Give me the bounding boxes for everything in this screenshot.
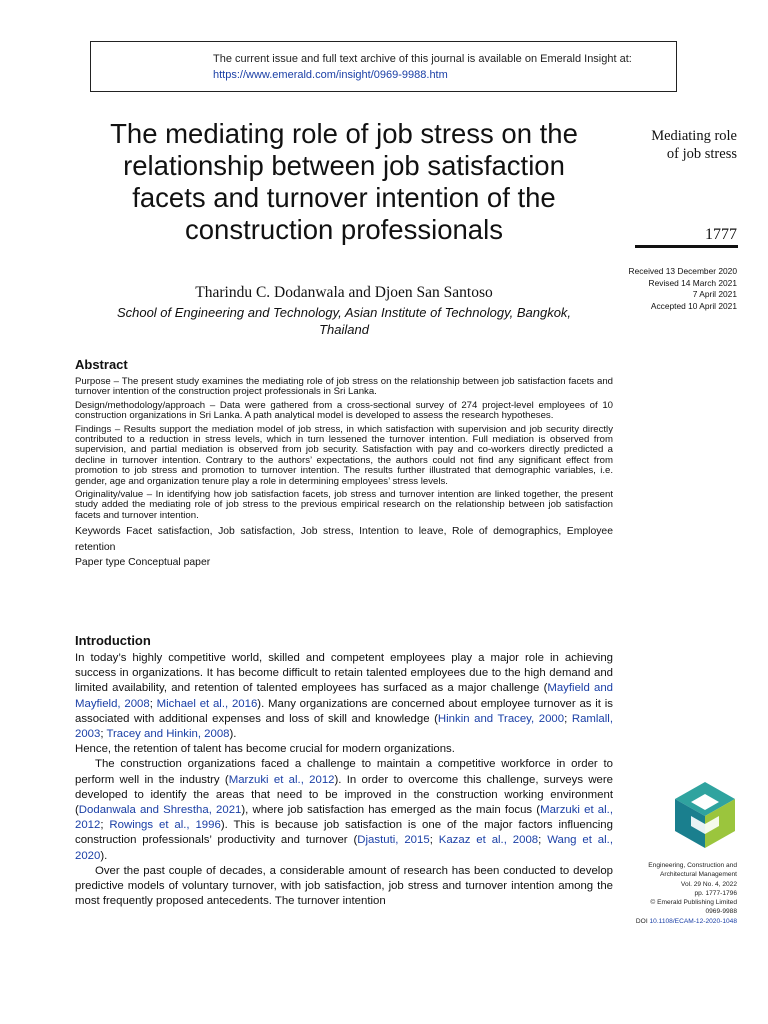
abstract-originality: Originality/value – In identifying how job satisfaction facets, job stress and turnover intention are linked together, the present study added the mediating role of job stress to the previous empirical research on the relationship between job satisfaction facets and turnover intention.: [75, 489, 614, 521]
introduction-heading: Introduction: [75, 633, 151, 648]
intro-text: ). In order to overcome this challenge, surveys were developed to identify the areas that need to be improved in the construction working environment (: [75, 773, 614, 817]
intro-text: ), where job satisfaction has emerged as the main focus (: [241, 804, 541, 817]
doi-label: DOI: [635, 917, 648, 925]
paper-type-label: Paper type: [75, 557, 126, 569]
keywords-text: Facet satisfaction, Job satisfaction, Job stress, Intention to leave, Role of demographics, Employee retention: [75, 526, 613, 553]
abstract-body: [75, 377, 613, 571]
originality-label: Originality/value: [75, 489, 144, 501]
intro-paragraph-4: Over the past couple of decades, a considerable amount of research has been conducted to develop predictive models of voluntary turnover, with job satisfaction, job stress and turnover intention among the most frequently proposed antecedents. The turnover intention: [75, 864, 613, 908]
page-number: 1777: [705, 226, 737, 243]
citation-link[interactable]: Wang et al., 2020: [75, 834, 613, 862]
journal-volume: Vol. 29 No. 4, 2022: [680, 880, 737, 888]
journal-publisher: © Emerald Publishing Limited: [650, 899, 737, 907]
running-title-line-2: of job stress: [666, 146, 737, 162]
paper-authors: Tharindu C. Dodanwala and Djoen San Santoso: [195, 284, 493, 301]
citation-link[interactable]: Ramlall, 2003: [75, 712, 613, 741]
intro-text: ). Many organizations are concerned about employee turnover as it is associated with additional expenses and loss of skill and knowledge (: [75, 697, 613, 725]
abstract-paper-type: [75, 555, 613, 571]
journal-pages: pp. 1777-1796: [694, 889, 737, 897]
notice-url-link[interactable]: https://www.emerald.com/insight/0969-9988.htm: [213, 69, 448, 81]
journal-notice-box: [90, 41, 677, 92]
originality-text: In identifying how job satisfaction facets, job stress and turnover intention are linked together, the present study added the mediating role of job stress to the previous empirical research on the relationship between job satisfaction facets and turnover intention.: [75, 489, 614, 521]
running-title: [600, 127, 737, 163]
abstract-design: Design/methodology/approach – Data were gathered from a cross-sectional survey of 274 project-level employees of 10 construction organizations in Sri Lanka. A path analytical model is developed to assess the research hypotheses.: [75, 399, 613, 422]
citation-link[interactable]: Rowings et al., 1996: [109, 819, 221, 832]
intro-paragraph-2: Hence, the retention of talent has become crucial for modern organizations.: [75, 743, 455, 756]
citation-link[interactable]: Michael et al., 2016: [156, 697, 258, 710]
purpose-text: The present study examines the mediating role of job stress on the relationship between job satisfaction facets and turnover intention of the construction project professionals in Sri Lanka.: [75, 376, 613, 398]
citation-link[interactable]: Kazaz et al., 2008: [438, 834, 539, 847]
intro-text: ). This is because job satisfaction is one of the major factors influencing construction professionals’ productivity and turnover (: [75, 819, 613, 847]
submission-dates: [600, 266, 737, 312]
date-revised-1: Revised 14 March 2021: [648, 277, 737, 288]
citation-link[interactable]: Tracey and Hinkin, 2008: [106, 728, 230, 741]
intro-text: ).: [229, 728, 237, 741]
margin-rule: [635, 245, 738, 248]
journal-doi: [600, 917, 737, 926]
running-title-line-1: Mediating role: [651, 128, 737, 144]
intro-paragraph-1: In today’s highly competitive world, skilled and competent employees play a major role in achieving success in organizations. It has become difficult to retain talented employees due to the high demand and limited availability, and retention of talented employees has surfaced as a major challenge (Mayfield and Mayfield, 2008; Michael et al., 2016). Many organizations are concerned about employee turnover as it is associated with additional expenses and loss of skill and knowledge (Hinkin and Tracey, 2000; Ramlall, 2003; Tracey and Hinkin, 2008).: [75, 652, 613, 741]
paper-title: The mediating role of job stress on the relationship between job satisfaction facets and turnover intention of the construction professionals: [110, 118, 578, 245]
findings-label: Findings: [75, 423, 112, 435]
doi-link[interactable]: 10.1108/ECAM-12-2020-1048: [649, 917, 737, 925]
abstract-purpose: Purpose – The present study examines the mediating role of job stress on the relationship between job satisfaction facets and turnover intention of the construction project professionals in Sri Lanka.: [75, 376, 613, 398]
design-text: Data were gathered from a cross-sectional survey of 274 project-level employees of 10 construction organizations in Sri Lanka. A path analytical model is developed to assess the research hypotheses.: [75, 399, 613, 422]
citation-link[interactable]: Mayfield and Mayfield, 2008: [75, 682, 613, 710]
date-accepted: Accepted 10 April 2021: [650, 300, 737, 311]
intro-text: The construction organizations faced a challenge to maintain a competitive workforce in order to perform well in the industry (: [75, 758, 613, 786]
citation-link[interactable]: Hinkin and Tracey, 2000: [437, 712, 565, 725]
purpose-label: Purpose: [75, 376, 111, 387]
intro-text: ).: [100, 849, 108, 862]
intro-paragraph-3: The construction organizations faced a challenge to maintain a competitive workforce in order to perform well in the industry (Marzuki et al., 2012). In order to overcome this challenge, surveys were developed to identify the areas that need to be improved in the construction working environment (Dodanwala and Shrestha, 2021), where job satisfaction has emerged as the main focus (Marzuki et al., 2012; Rowings et al., 1996). This is because job satisfaction is one of the major factors influencing construction professionals’ productivity and turnover (Djastuti, 2015; Kazaz et al., 2008; Wang et al., 2020).: [75, 758, 614, 862]
intro-text: In today’s highly competitive world, skilled and competent employees play a major role in achieving success in organizations. It has become difficult to retain talented employees due to the high demand and limited availability, and retention of talented employees has surfaced as a major challenge (: [75, 652, 613, 695]
design-label: Design/methodology/approach: [75, 399, 206, 411]
findings-text: Results support the mediation model of job stress, in which satisfaction with supervision and job security directly contributed to a reduction in stress levels, which in turn lessened the turnover intention. Full mediation is observed from supervision, and partial mediation is observed from job security. Satisfaction with pay and co-workers directly predicted a decline in turnover intention. Contrary to the authors’ expectations, the authors could not find any significant effect from promotion to job stress and promotion to turnover intention. The results further illustrated that demographic variables, i.e. gender, age and organization tenure play a role in determining employees’ stress levels.: [75, 423, 613, 487]
introduction-body: [75, 651, 613, 909]
notice-text: The current issue and full text archive of this journal is available on Emerald Insight at:: [213, 53, 632, 65]
abstract-heading: Abstract: [75, 357, 128, 372]
citation-link[interactable]: Marzuki et al., 2012: [228, 773, 335, 786]
journal-name-line-1: Engineering, Construction and: [648, 862, 737, 869]
paper-type-text: Conceptual paper: [128, 557, 211, 569]
date-revised-2: 7 April 2021: [692, 289, 737, 299]
date-received: Received 13 December 2020: [628, 266, 737, 276]
journal-name-line-2: Architectural Management: [660, 871, 737, 879]
emerald-publishing-logo-icon: [673, 780, 737, 850]
author-affiliation: School of Engineering and Technology, Asian Institute of Technology, Bangkok, Thailand: [116, 305, 572, 337]
citation-link[interactable]: Marzuki et al., 2012: [75, 804, 613, 832]
citation-link[interactable]: Dodanwala and Shrestha, 2021: [78, 804, 242, 817]
journal-issn: 0969-9988: [705, 908, 737, 916]
abstract-findings: Findings – Results support the mediation model of job stress, in which satisfaction with supervision and job security directly contributed to a reduction in stress levels, which in turn lessened the turnover intention. Full mediation is observed from supervision, and partial mediation is observed from job security. Satisfaction with pay and co-workers directly predicted a decline in turnover intention. Contrary to the authors’ expectations, the authors could not find any significant effect from promotion to job stress and promotion to turnover intention. The results further illustrated that demographic variables, i.e. gender, age and organization tenure play a role in determining employees’ stress levels.: [75, 423, 613, 487]
citation-link[interactable]: Djastuti, 2015: [357, 834, 430, 847]
abstract-keywords: [75, 524, 613, 555]
keywords-label: Keywords: [75, 526, 121, 538]
journal-info: [600, 861, 737, 926]
